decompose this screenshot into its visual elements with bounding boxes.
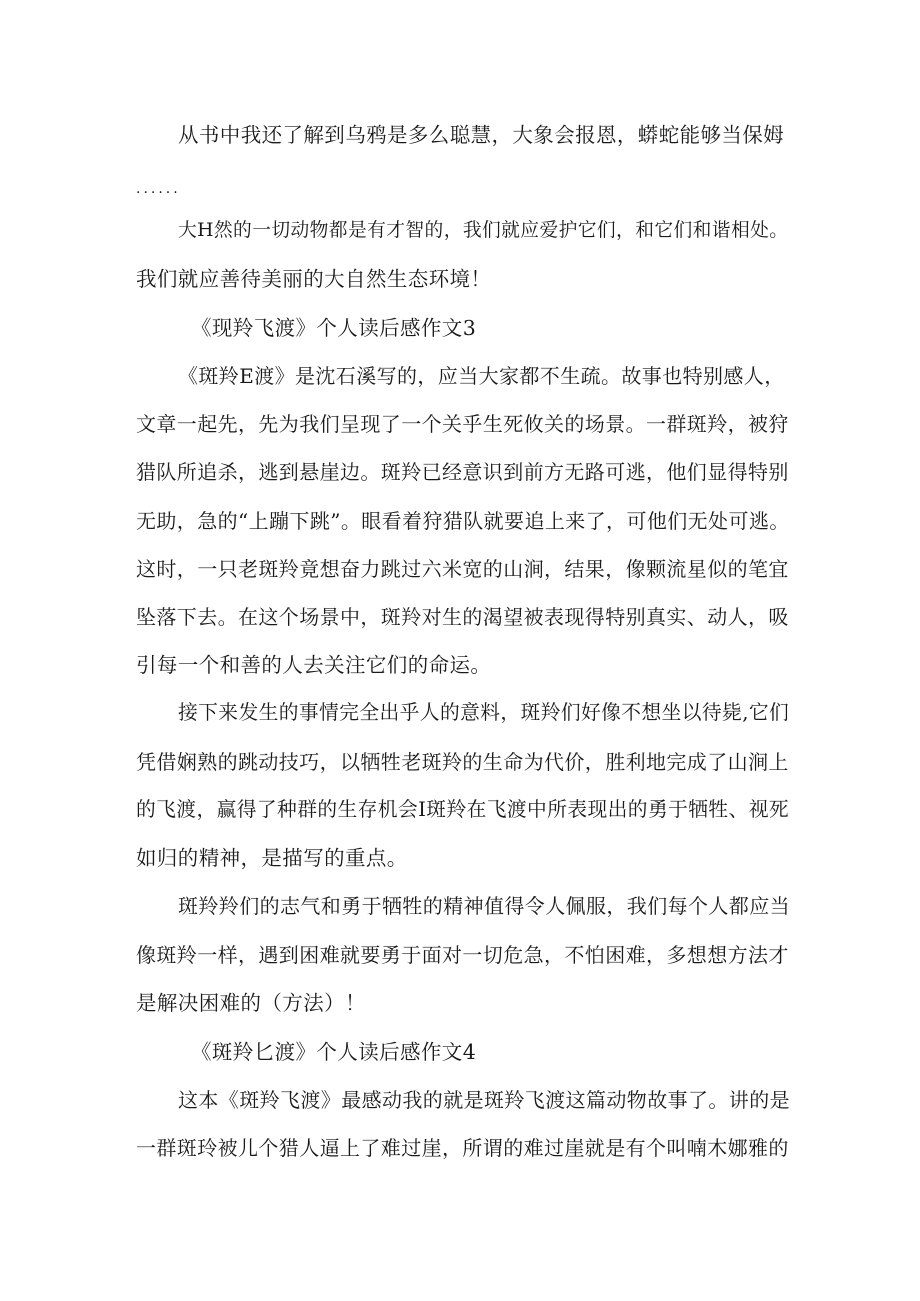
- text-line: 我们就应善待美丽的大自然生态环境！: [136, 267, 492, 291]
- text-line: 大H然的一切动物都是有才智的，我们就应爱护它们，和它们和谐相处。: [178, 220, 789, 241]
- ellipsis-line: ......: [136, 181, 181, 197]
- section-heading: 《现羚飞渡》个人读后感作文3: [191, 316, 477, 340]
- text-line: 这本《斑羚飞渡》最感动我的就是斑羚飞渡这篇动物故事了。讲的是: [178, 1088, 790, 1112]
- text-line: 猎队所追杀，逃到悬崖边。斑羚已经意识到前方无路可逃，他们显得特别: [136, 460, 789, 484]
- text-line: 凭借娴熟的跳动技巧，以牺牲老斑羚的生命为代价，胜利地完成了山涧上: [136, 750, 789, 774]
- text-line: 引每一个和善的人去关注它们的命运。: [136, 653, 492, 677]
- text-line: 这时，一只老斑羚竟想奋力跳过六米宽的山涧，结果，像颗流星似的笔宜: [136, 557, 789, 581]
- text-line: 一群斑玲被儿个猎人逼上了难过崖，所谓的难过崖就是有个叫喃木娜雅的: [136, 1136, 789, 1160]
- text-line: 文章一起先，先为我们呈现了一个关乎生死攸关的场景。一群斑羚，被狩: [136, 412, 789, 436]
- text-line: 从书中我还了解到乌鸦是多么聪慧，大象会报恩，蟒蛇能够当保姆: [178, 123, 785, 147]
- text-line: 接下来发生的事情完全出乎人的意料，斑羚们好像不想坐以待毙,它们: [178, 701, 790, 724]
- text-line: 如归的精神，是描写的重点。: [136, 846, 408, 870]
- section-heading: 《斑羚匕渡》个人读后感作文4: [191, 1040, 477, 1064]
- text-line: 斑羚羚们的志气和勇于牺牲的精神值得令人佩服，我们每个人都应当: [178, 894, 790, 918]
- text-line: 的飞渡，赢得了种群的生存机会I斑羚在飞渡中所表现出的勇于牺牲、视死: [136, 798, 790, 821]
- text-line: 是解决困难的（方法）！: [136, 991, 366, 1015]
- text-line: 无助，急的“上蹦下跳”。眼看着狩猎队就要追上来了，可他们无处可逃。: [136, 509, 790, 533]
- text-line: 像斑羚一样，遇到困难就要勇于面对一切危急，不怕困难，多想想方法才: [136, 943, 789, 967]
- text-line: 《斑羚E渡》是沈石溪写的，应当大家都不生疏。故事也特别感人，: [178, 364, 785, 388]
- text-line: 坠落下去。在这个场景中，斑羚对生的渴望被表现得特别真实、动人，吸: [136, 605, 789, 629]
